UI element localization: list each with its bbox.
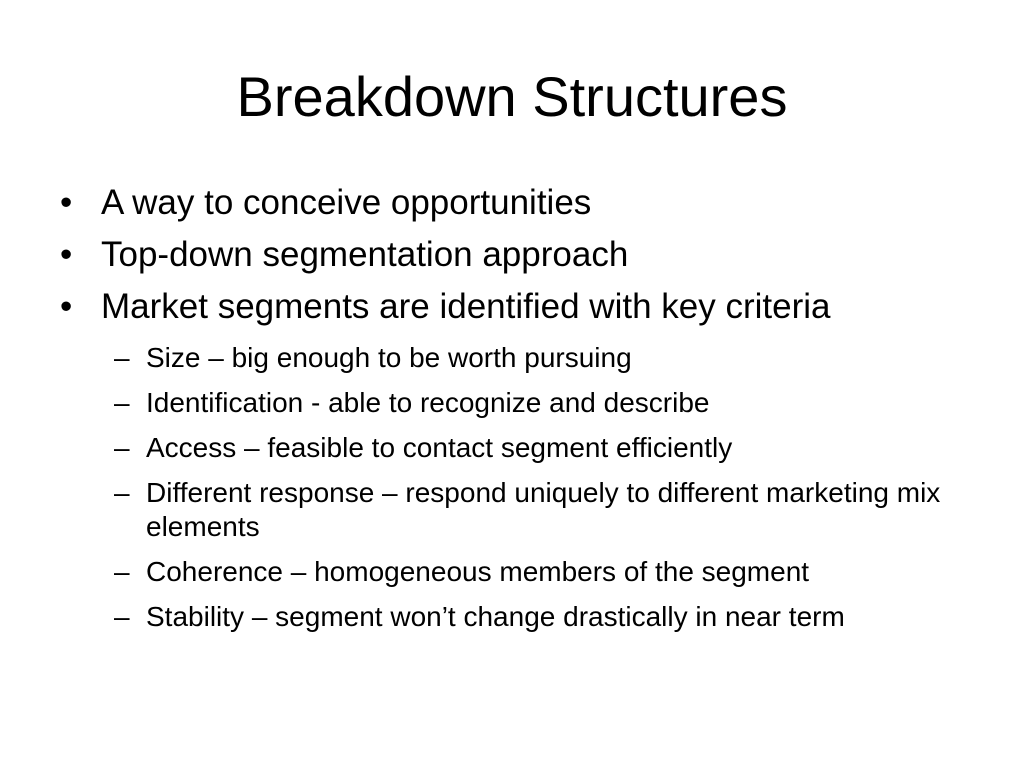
sub-bullet-item (0, 341, 1024, 375)
sub-bullet-marker: – (114, 432, 130, 463)
bullet-item (0, 234, 1024, 276)
sub-bullet-item (0, 431, 1024, 465)
sub-bullet-item (0, 476, 1024, 544)
sub-bullet-list (0, 341, 1024, 645)
sub-bullet-marker: – (114, 477, 130, 508)
sub-bullet-text: Identification - able to recognize and describe (146, 387, 710, 418)
bullet-marker: • (60, 235, 73, 274)
sub-bullet-item (0, 386, 1024, 420)
sub-bullet-text: Different response – respond uniquely to different marketing mix elements (146, 477, 941, 542)
sub-bullet-text: Access – feasible to contact segment efficiently (146, 432, 733, 463)
bullet-marker: • (60, 183, 73, 222)
sub-bullet-item (0, 555, 1024, 589)
sub-bullet-marker: – (114, 601, 130, 632)
sub-bullet-marker: – (114, 342, 130, 373)
bullet-marker: • (60, 287, 73, 326)
sub-bullet-text: Stability – segment won’t change drastically in near term (146, 601, 845, 632)
bullet-text: Top-down segmentation approach (101, 235, 629, 274)
slide-title: Breakdown Structures (236, 65, 788, 128)
bullet-text: A way to conceive opportunities (101, 183, 592, 222)
sub-bullet-item (0, 600, 1024, 634)
sub-bullet-text: Size – big enough to be worth pursuing (146, 342, 632, 373)
bullet-item (0, 182, 1024, 224)
bullet-text: Market segments are identified with key criteria (101, 287, 831, 326)
sub-bullet-marker: – (114, 556, 130, 587)
bullet-list (0, 182, 1024, 338)
bullet-item (0, 286, 1024, 328)
sub-bullet-marker: – (114, 387, 130, 418)
sub-bullet-text: Coherence – homogeneous members of the segment (146, 556, 810, 587)
